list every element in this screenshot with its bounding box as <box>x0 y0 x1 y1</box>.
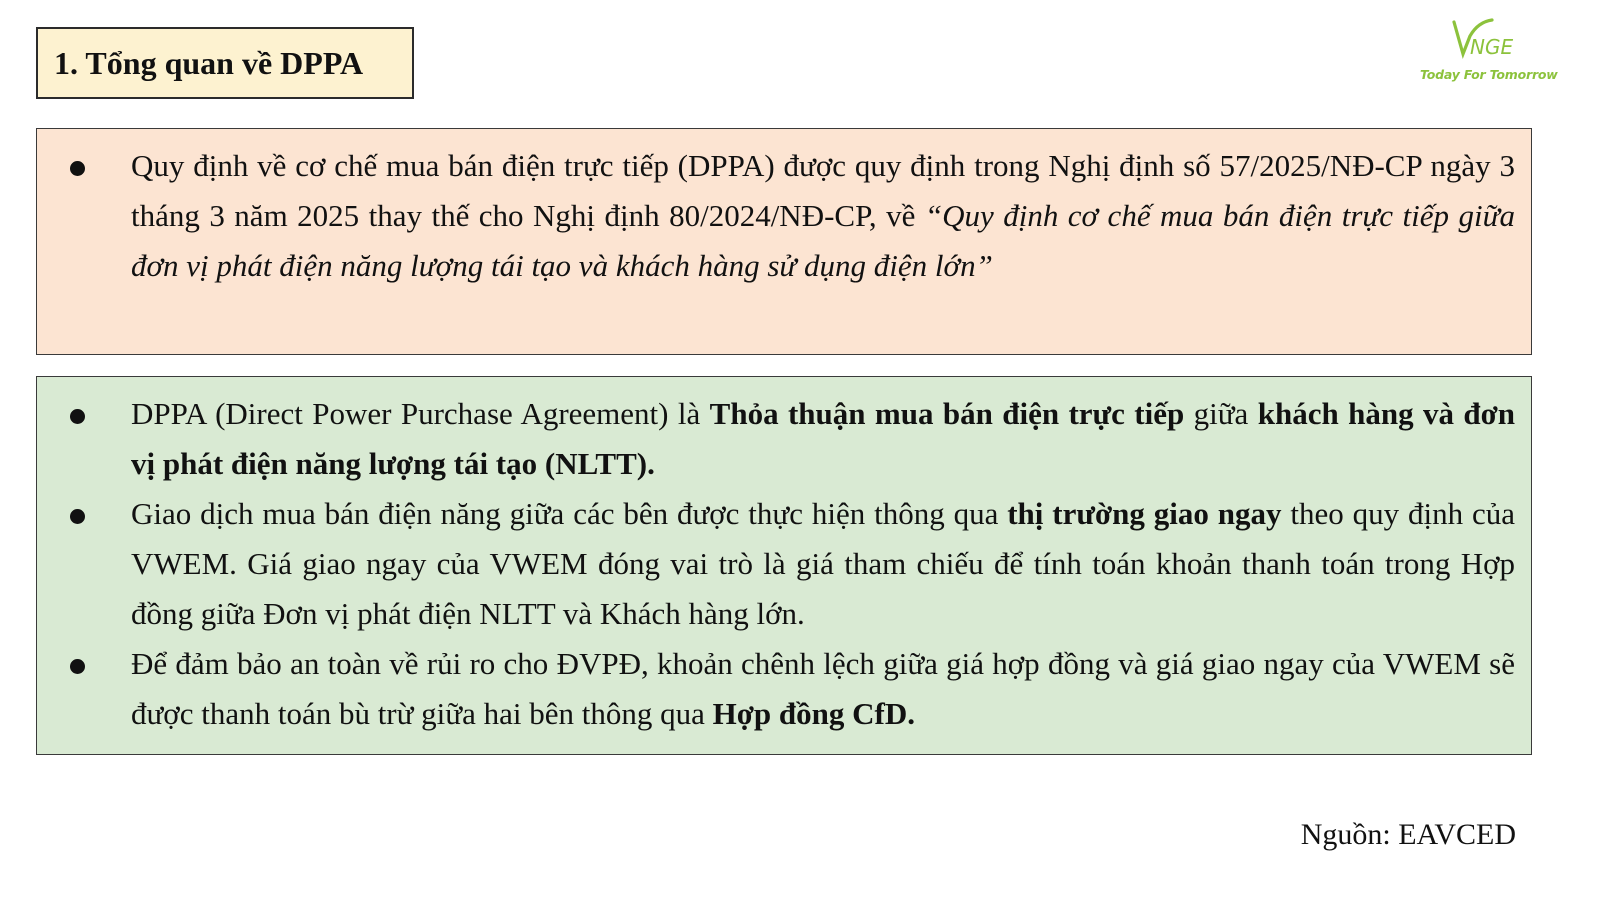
dppa-definition-box <box>36 376 1532 755</box>
bullet-text: Giao dịch mua bán điện năng giữa các bên được thực hiện thông qua <box>131 496 1008 531</box>
bullet-item <box>37 489 1531 639</box>
bullet-item <box>37 639 1531 739</box>
bullet-item <box>37 389 1531 489</box>
logo-brand-text: NGE <box>1470 35 1514 59</box>
bullet-text-italic: “Quy định cơ chế mua bán điện trực tiếp giữa đơn vị phát điện năng lượng tái tạo và khách hàng sử dụng điện lớn” <box>131 198 1515 283</box>
bullet-dot-icon <box>70 659 85 674</box>
bullet-text-bold: Thỏa thuận mua bán điện trực tiếp <box>709 396 1185 431</box>
bullet-dot-icon <box>70 409 85 424</box>
bullet-text-bold: khách hàng và đơn vị phát điện năng lượng tái tạo (NLTT). <box>131 396 1516 481</box>
bullet-text: DPPA (Direct Power Purchase Agreement) là <box>131 396 710 431</box>
bullet-text-bold: Hợp đồng CfD. <box>712 696 915 731</box>
bullet-text-bold: thị trường giao ngay <box>1007 496 1282 531</box>
bullet-dot-icon <box>70 509 85 524</box>
regulation-bullet-list <box>37 141 1531 291</box>
slide-title-box <box>36 27 414 99</box>
bullet-item <box>37 141 1531 291</box>
bullet-text: theo quy định của VWEM. Giá giao ngay của VWEM đóng vai trò là giá tham chiếu để tính toán khoản thanh toán trong Hợp đồng giữa Đơn vị phát điện NLTT và Khách hàng lớn. <box>131 496 1515 631</box>
logo-tagline: Today For Tomorrow <box>1420 67 1558 82</box>
bullet-dot-icon <box>70 161 85 176</box>
bullet-text: giữa <box>1184 396 1258 431</box>
vnge-logo <box>1418 16 1558 88</box>
bullet-text: Để đảm bảo an toàn về rủi ro cho ĐVPĐ, khoản chênh lệch giữa giá hợp đồng và giá giao ngay của VWEM sẽ được thanh toán bù trừ giữa hai bên thông qua <box>131 646 1515 731</box>
definition-bullet-list <box>37 389 1531 739</box>
bullet-text: Quy định về cơ chế mua bán điện trực tiếp (DPPA) được quy định trong Nghị định số 57/2025/NĐ-CP ngày 3 tháng 3 năm 2025 thay thế cho Nghị định 80/2024/NĐ-CP, về <box>131 148 1515 233</box>
dppa-regulation-box <box>36 128 1532 355</box>
source-note: Nguồn: EAVCED <box>1300 818 1516 851</box>
vnge-logo-icon <box>1418 16 1558 66</box>
slide-title: 1. Tổng quan về DPPA <box>54 44 364 81</box>
